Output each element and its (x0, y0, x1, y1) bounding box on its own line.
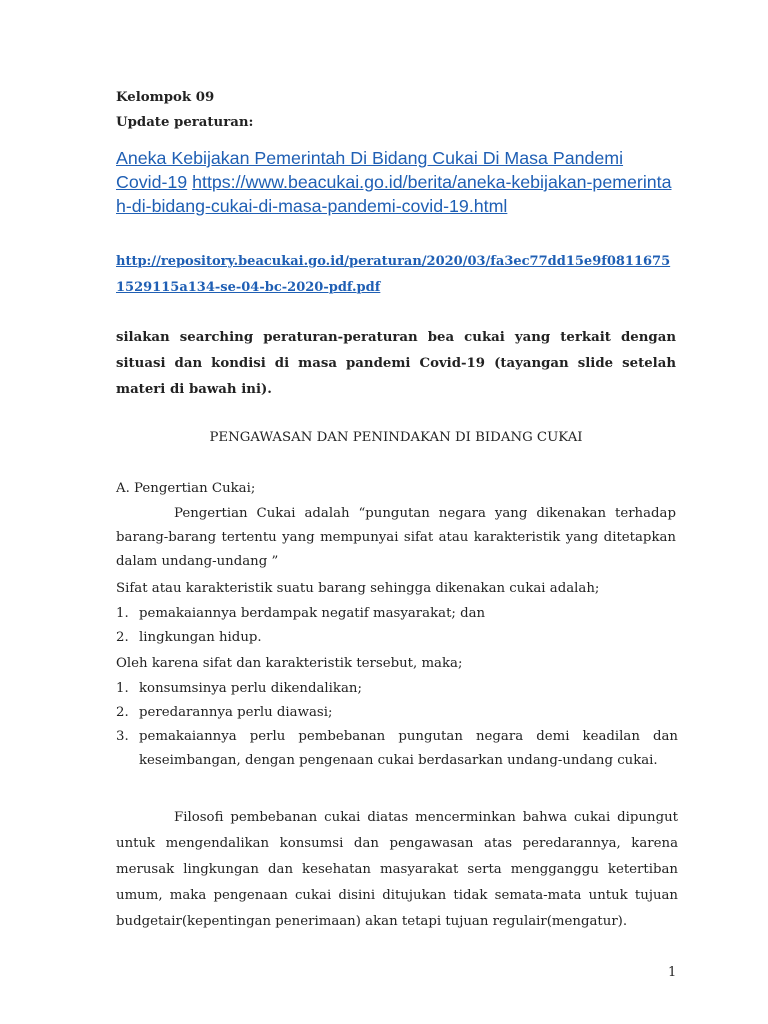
sifat-list (116, 602, 678, 650)
list-item: 3. pemakaiannya perlu pembebanan pungutan negara demi keadilan dan keseimbangan, dengan pengenaan cukai berdasarkan undang-undang cukai. (116, 729, 678, 768)
news-link-url[interactable]: https://www.beacukai.go.id/berita/aneka-kebijakan-pemerintah-di-bidang-cukai-di-masa-pandemi-covid-19.html (116, 172, 672, 216)
news-link-title[interactable]: Aneka Kebijakan Pemerintah Di Bidang Cukai Di Masa Pandemi Covid-19 (116, 148, 624, 192)
page-number: 1 (668, 965, 677, 980)
news-link-paragraph (116, 146, 676, 218)
section-title: PENGAWASAN DAN PENINDAKAN DI BIDANG CUKAI (209, 430, 583, 445)
repository-link[interactable]: http://repository.beacukai.go.id/peraturan/2020/03/fa3ec77dd15e9f08116751529115a134-se-04-bc-2020-pdf.pdf (116, 254, 671, 295)
filosofi-paragraph: Filosofi pembebanan cukai diatas mencerminkan bahwa cukai dipungut untuk mengendalikan konsumsi dan pengawasan atas peredarannya, karena merusak lingkungan dan kesehatan masyarakat serta mengganggu ketertiban umum, maka pengenaan cukai disini ditujukan tidak semata-mata untuk tujuan budgetair(kepentingan penerimaan) akan tetapi tujuan regulair(mengatur). (116, 810, 678, 929)
definition-text: Pengertian Cukai adalah “pungutan negara yang dikenakan terhadap barang-barang tertentu yang mempunyai sifat atau karakteristik yang ditetapkan dalam undang-undang ” (116, 506, 676, 569)
instruction-text: silakan searching peraturan-peraturan bea cukai yang terkait dengan situasi dan kondisi di masa pandemi Covid-19 (tayangan slide setelah materi di bawah ini). (116, 330, 676, 397)
oleh-intro: Oleh karena sifat dan karakteristik tersebut, maka; (116, 656, 463, 671)
group-label: Kelompok 09 (116, 90, 215, 105)
list-item: 1. pemakaiannya berdampak negatif masyarakat; dan (116, 606, 486, 621)
update-label: Update peraturan: (116, 115, 254, 130)
list-item: 2. peredarannya perlu diawasi; (116, 705, 333, 720)
sifat-intro: Sifat atau karakteristik suatu barang sehingga dikenakan cukai adalah; (116, 581, 600, 596)
list-item: 1. konsumsinya perlu dikendalikan; (116, 681, 362, 696)
subsection-a-title: A. Pengertian Cukai; (116, 481, 256, 496)
oleh-list (116, 677, 678, 773)
list-item: 2. lingkungan hidup. (116, 630, 262, 645)
